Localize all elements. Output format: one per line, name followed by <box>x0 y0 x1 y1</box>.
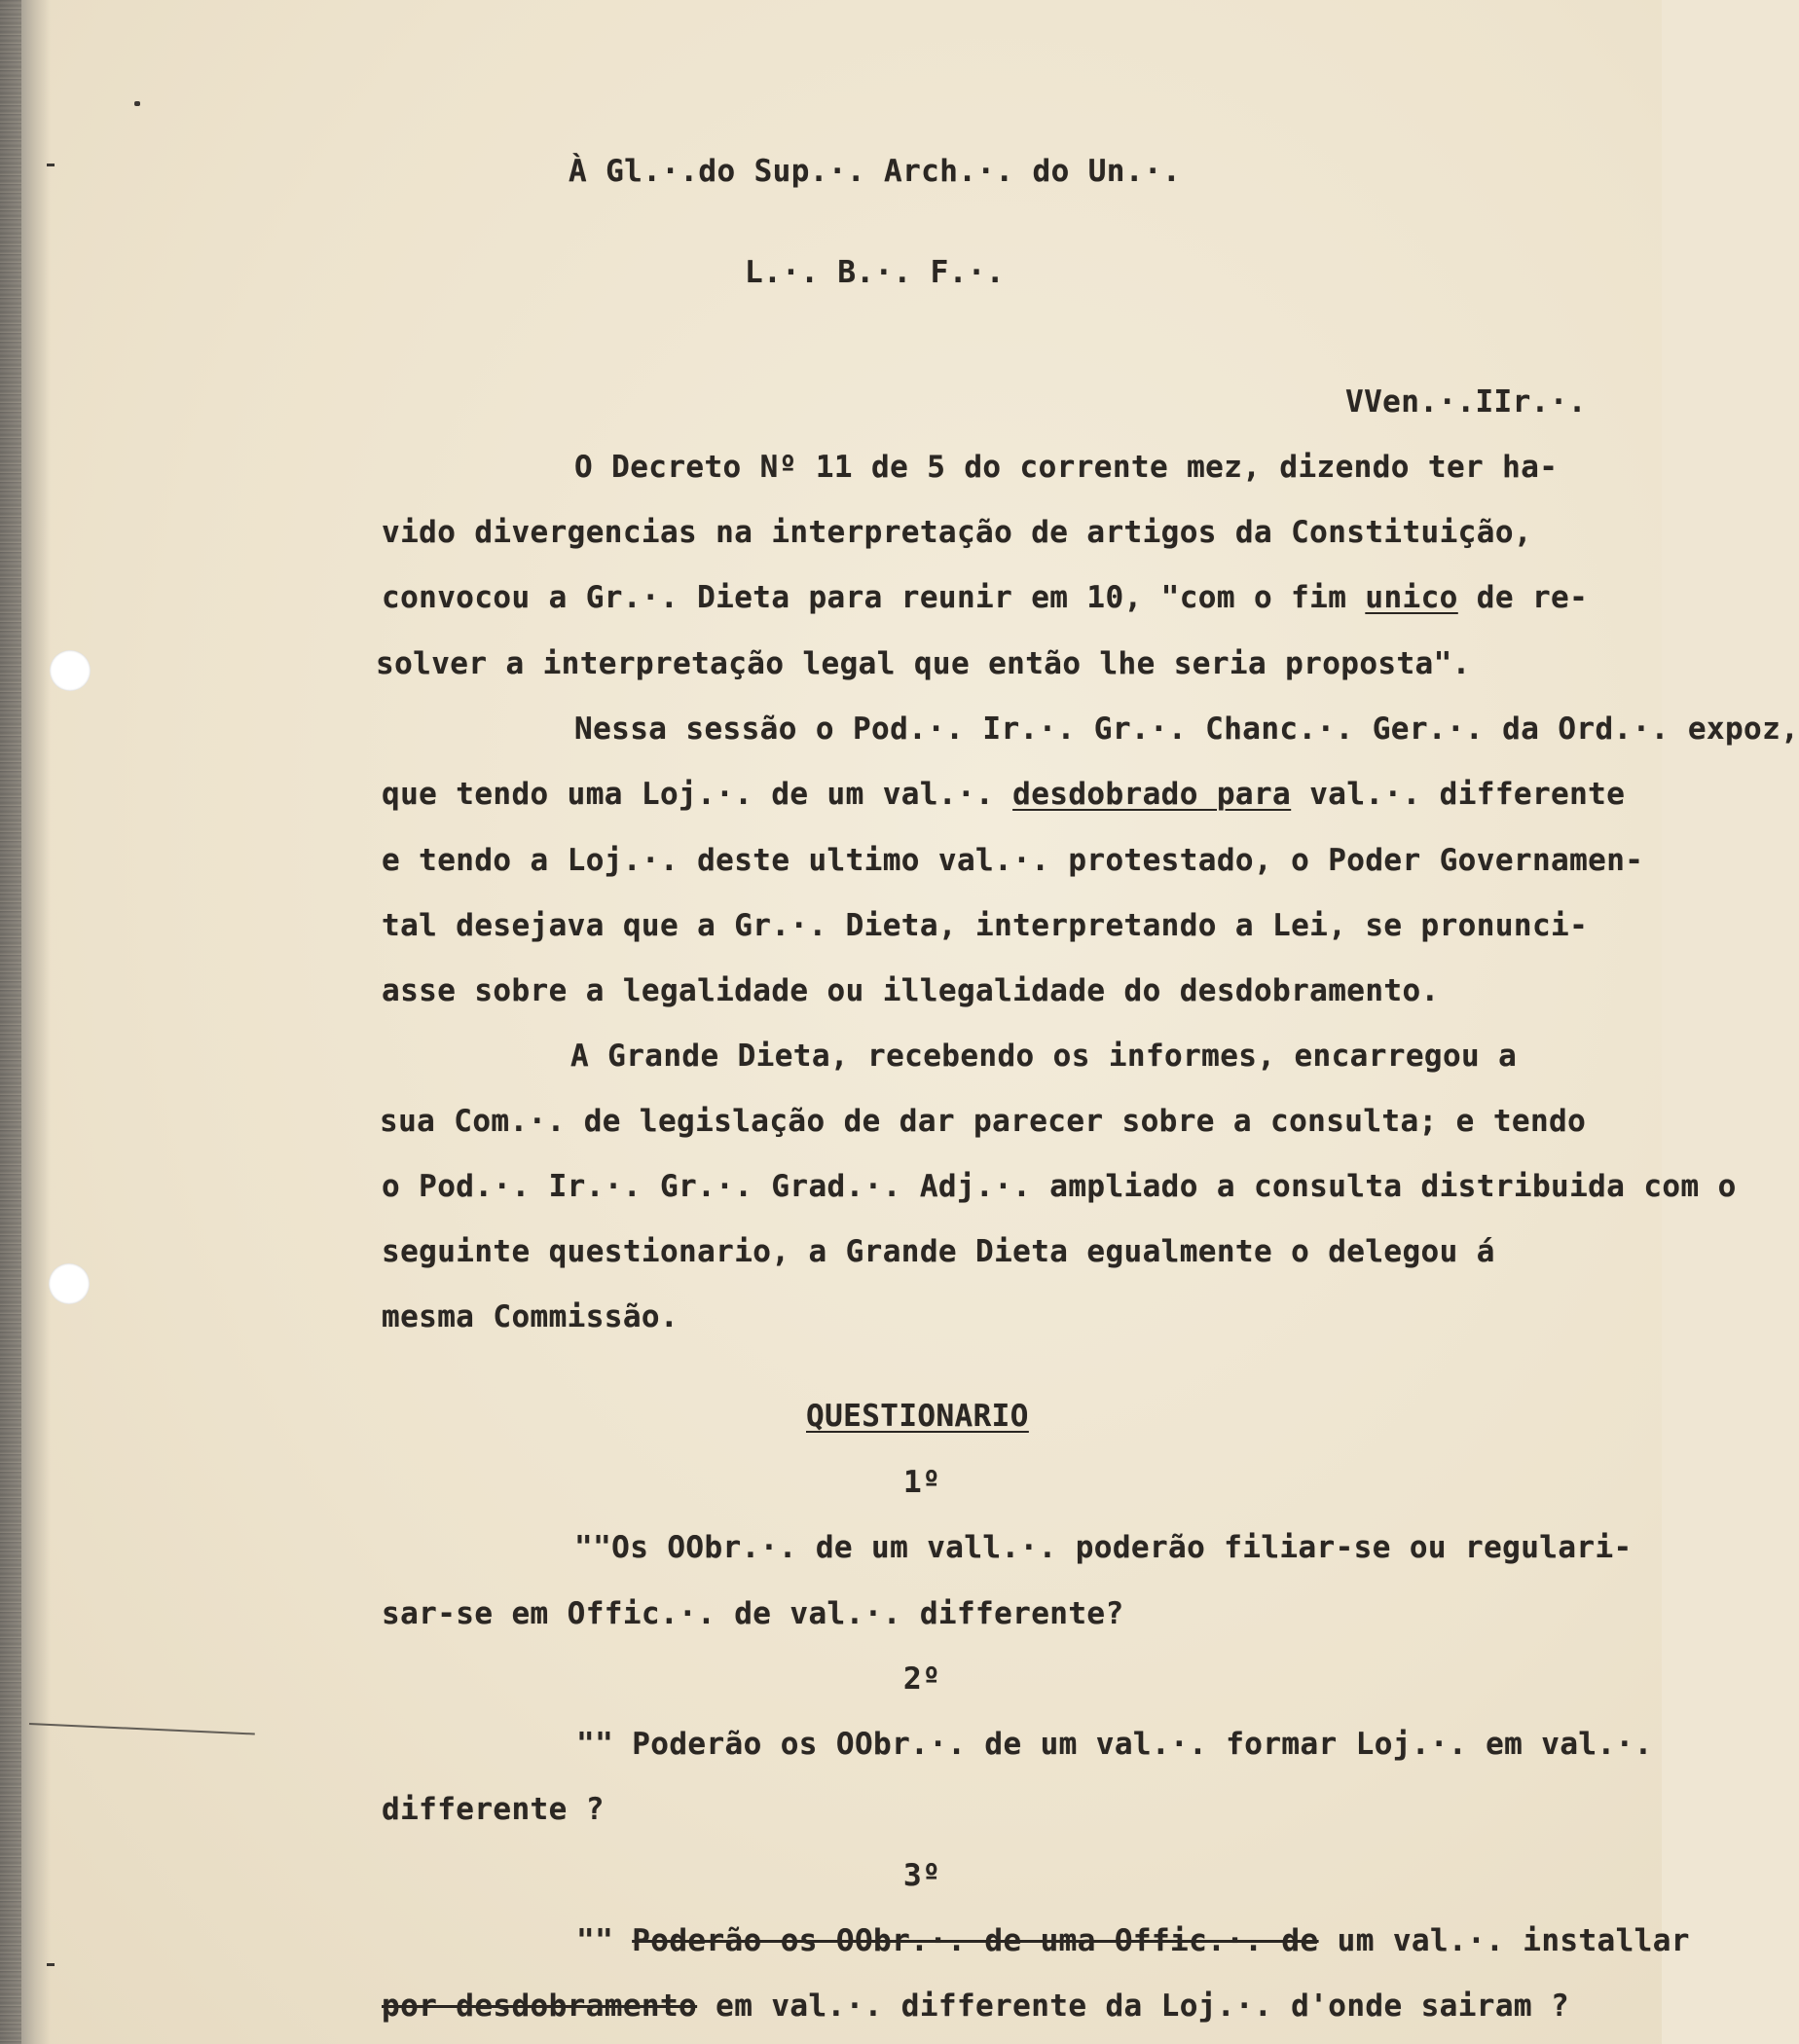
paragraph-line: seguinte questionario, a Grande Dieta egualmente o delegou á <box>382 1234 1495 1269</box>
salutation: VVen.·.IIr.·. <box>1345 384 1587 420</box>
invocation-heading: À Gl.·.do Sup.·. Arch.·. do Un.·. <box>568 154 1182 189</box>
question-number: 3º <box>903 1858 941 1893</box>
paragraph-line: mesma Commissão. <box>382 1299 679 1334</box>
paragraph-line: tal desejava que a Gr.·. Dieta, interpretando a Lei, se pronunci- <box>382 908 1589 943</box>
paragraph-line: e tendo a Loj.·. deste ultimo val.·. protestado, o Poder Governamen- <box>382 843 1644 878</box>
question-number: 1º <box>903 1465 941 1500</box>
questionnaire-title: QUESTIONARIO <box>806 1399 1029 1434</box>
paragraph-line: A Grande Dieta, recebendo os informes, encarregou a <box>570 1039 1518 1074</box>
question-line: sar-se em Offic.·. de val.·. differente? <box>382 1596 1124 1631</box>
motto-heading: L.·. B.·. F.·. <box>745 255 1005 290</box>
paragraph-line: vido divergencias na interpretação de artigos da Constituição, <box>382 515 1532 550</box>
question-line: "" Poderão os OObr.·. de uma Offic.·. de um val.·. installar <box>576 1923 1690 1958</box>
paragraph-line: O Decreto Nº 11 de 5 do corrente mez, dizendo ter ha- <box>574 450 1559 485</box>
question-line: por desdobramento em val.·. differente da Loj.·. d'onde sairam ? <box>382 1989 1570 2024</box>
paragraph-line: o Pod.·. Ir.·. Gr.·. Grad.·. Adj.·. ampliado a consulta distribuida com o <box>382 1169 1737 1204</box>
question-number: 2º <box>903 1661 941 1697</box>
struck-text: por desdobramento <box>382 1989 698 2024</box>
paragraph-line: solver a interpretação legal que então lhe seria proposta". <box>376 646 1471 681</box>
paragraph-line: convocou a Gr.·. Dieta para reunir em 10, "com o fim unico de re- <box>382 580 1589 615</box>
paragraph-line: que tendo uma Loj.·. de um val.·. desdobrado para val.·. differente <box>382 777 1626 812</box>
question-line: ""Os OObr.·. de um vall.·. poderão filiar-se ou regulari- <box>574 1530 1633 1565</box>
paragraph-line: Nessa sessão o Pod.·. Ir.·. Gr.·. Chanc.·. Ger.·. da Ord.·. expoz, <box>574 712 1799 747</box>
question-line: "" Poderão os OObr.·. de um val.·. formar Loj.·. em val.·. <box>576 1727 1653 1762</box>
paragraph-line: asse sobre a legalidade ou illegalidade do desdobramento. <box>382 973 1440 1008</box>
question-line: differente ? <box>382 1792 605 1827</box>
paragraph-line: sua Com.·. de legislação de dar parecer sobre a consulta; e tendo <box>380 1104 1587 1139</box>
struck-text: Poderão os OObr.·. de uma Offic.·. de <box>632 1923 1319 1958</box>
